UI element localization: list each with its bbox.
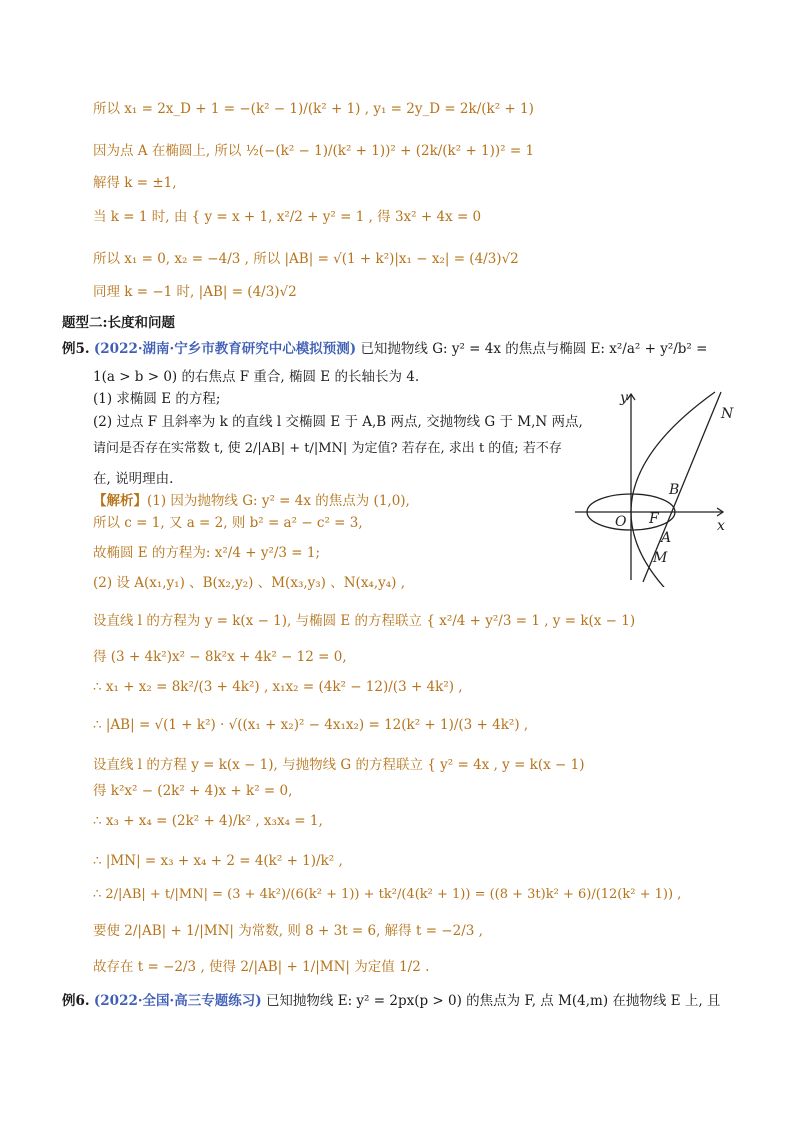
prev-solution-line-3: 解得 k = ±1, (93, 175, 177, 191)
prev-solution-line-2: 因为点 A 在椭圆上, 所以 ½(−(k² − 1)/(k² + 1))² + (2k/(k² + 1))² = 1 (93, 143, 535, 159)
analysis-line-11: ∴ x₃ + x₄ = (2k² + 4)/k² , x₃x₄ = 1, (93, 813, 323, 829)
prev-solution-line-1: 所以 x₁ = 2x_D + 1 = −(k² − 1)/(k² + 1) , y₁ = 2y_D = 2k/(k² + 1) (93, 101, 534, 117)
analysis-line-10: 得 k²x² − (2k² + 4)x + k² = 0, (93, 783, 293, 799)
analysis-line-2: 所以 c = 1, 又 a = 2, 则 b² = a² − c² = 3, (93, 515, 363, 531)
label-m: M (653, 550, 668, 566)
analysis-line-12: ∴ |MN| = x₃ + x₄ + 2 = 4(k² + 1)/k² , (93, 853, 343, 869)
example-5-question-1: (1) 求椭圆 E 的方程; (93, 391, 221, 407)
label-o: O (615, 514, 627, 530)
example-5-question-2: (2) 过点 F 且斜率为 k 的直线 l 交椭圆 E 于 A,B 两点, 交抛物线 G 于 M,N 两点, (93, 414, 583, 430)
analysis-line-9: 设直线 l 的方程 y = k(x − 1), 与抛物线 G 的方程联立 { y² = 4x , y = k(x − 1) (93, 757, 585, 773)
analysis-line-5: 设直线 l 的方程为 y = k(x − 1), 与椭圆 E 的方程联立 { x²/4 + y²/3 = 1 , y = k(x − 1) (93, 613, 636, 629)
example-5-question-2b: 请问是否存在实常数 t, 使 2/|AB| + t/|MN| 为定值? 若存在, 求出 t 的值; 若不存 (93, 441, 562, 456)
analysis-line-7: ∴ x₁ + x₂ = 8k²/(3 + 4k²) , x₁x₂ = (4k² − 12)/(3 + 4k²) , (93, 679, 463, 695)
label-b: B (669, 482, 680, 498)
example-6-source: (2022·全国·高三专题练习) (93, 993, 262, 1009)
prev-solution-line-4: 当 k = 1 时, 由 { y = x + 1, x²/2 + y² = 1 , 得 3x² + 4x = 0 (93, 209, 482, 225)
example-5-source: (2022·湖南·宁乡市教育研究中心模拟预测) (93, 341, 357, 357)
analysis-line-6: 得 (3 + 4k²)x² − 8k²x + 4k² − 12 = 0, (93, 649, 347, 665)
example-5-label: 例5. (62, 341, 90, 357)
analysis-line-1 (93, 492, 410, 510)
example-6-stem: 已知抛物线 E: y² = 2px(p > 0) 的焦点为 F, 点 M(4,m) 在抛物线 E 上, 且 (265, 993, 721, 1009)
example-5-line-1 (62, 340, 707, 358)
example-5-question-2c: 在, 说明理由. (93, 471, 174, 487)
label-n: N (721, 406, 734, 422)
example-6-line-1 (62, 992, 720, 1010)
label-y: y (620, 390, 628, 406)
analysis-line-13: ∴ 2/|AB| + t/|MN| = (3 + 4k²)/(6(k² + 1)) + tk²/(4(k² + 1)) = ((8 + 3t)k² + 6)/(12(k² + 1)) , (93, 887, 682, 902)
label-f: F (649, 511, 659, 527)
analysis-line-8: ∴ |AB| = √(1 + k²) · √((x₁ + x₂)² − 4x₁x₂) = 12(k² + 1)/(3 + 4k²) , (93, 717, 529, 733)
analysis-line-15: 故存在 t = −2/3 , 使得 2/|AB| + 1/|MN| 为定值 1/2 . (93, 959, 430, 975)
prev-solution-line-5: 所以 x₁ = 0, x₂ = −4/3 , 所以 |AB| = √(1 + k²)|x₁ − x₂| = (4/3)√2 (93, 251, 519, 267)
analysis-line-4: (2) 设 A(x₁,y₁) 、B(x₂,y₂) 、M(x₃,y₃) 、N(x₄,y₄) , (93, 575, 406, 591)
example-6-label: 例6. (62, 993, 90, 1009)
analysis-text: (1) 因为抛物线 G: y² = 4x 的焦点为 (1,0), (147, 493, 410, 509)
prev-solution-line-6: 同理 k = −1 时, |AB| = (4/3)√2 (93, 284, 297, 300)
analysis-tag: 【解析】 (93, 493, 147, 509)
section-title: 题型二:长度和问题 (62, 315, 175, 331)
geometry-figure (565, 382, 765, 587)
label-a: A (661, 530, 672, 546)
label-x: x (717, 518, 725, 534)
example-5-stem: 已知抛物线 G: y² = 4x 的焦点与椭圆 E: x²/a² + y²/b² = (360, 341, 708, 357)
analysis-line-3: 故椭圆 E 的方程为: x²/4 + y²/3 = 1; (93, 545, 321, 561)
example-5-line-2: 1(a > b > 0) 的右焦点 F 重合, 椭圆 E 的长轴长为 4. (93, 369, 420, 385)
analysis-line-14: 要使 2/|AB| + 1/|MN| 为常数, 则 8 + 3t = 6, 解得 t = −2/3 , (93, 923, 483, 939)
